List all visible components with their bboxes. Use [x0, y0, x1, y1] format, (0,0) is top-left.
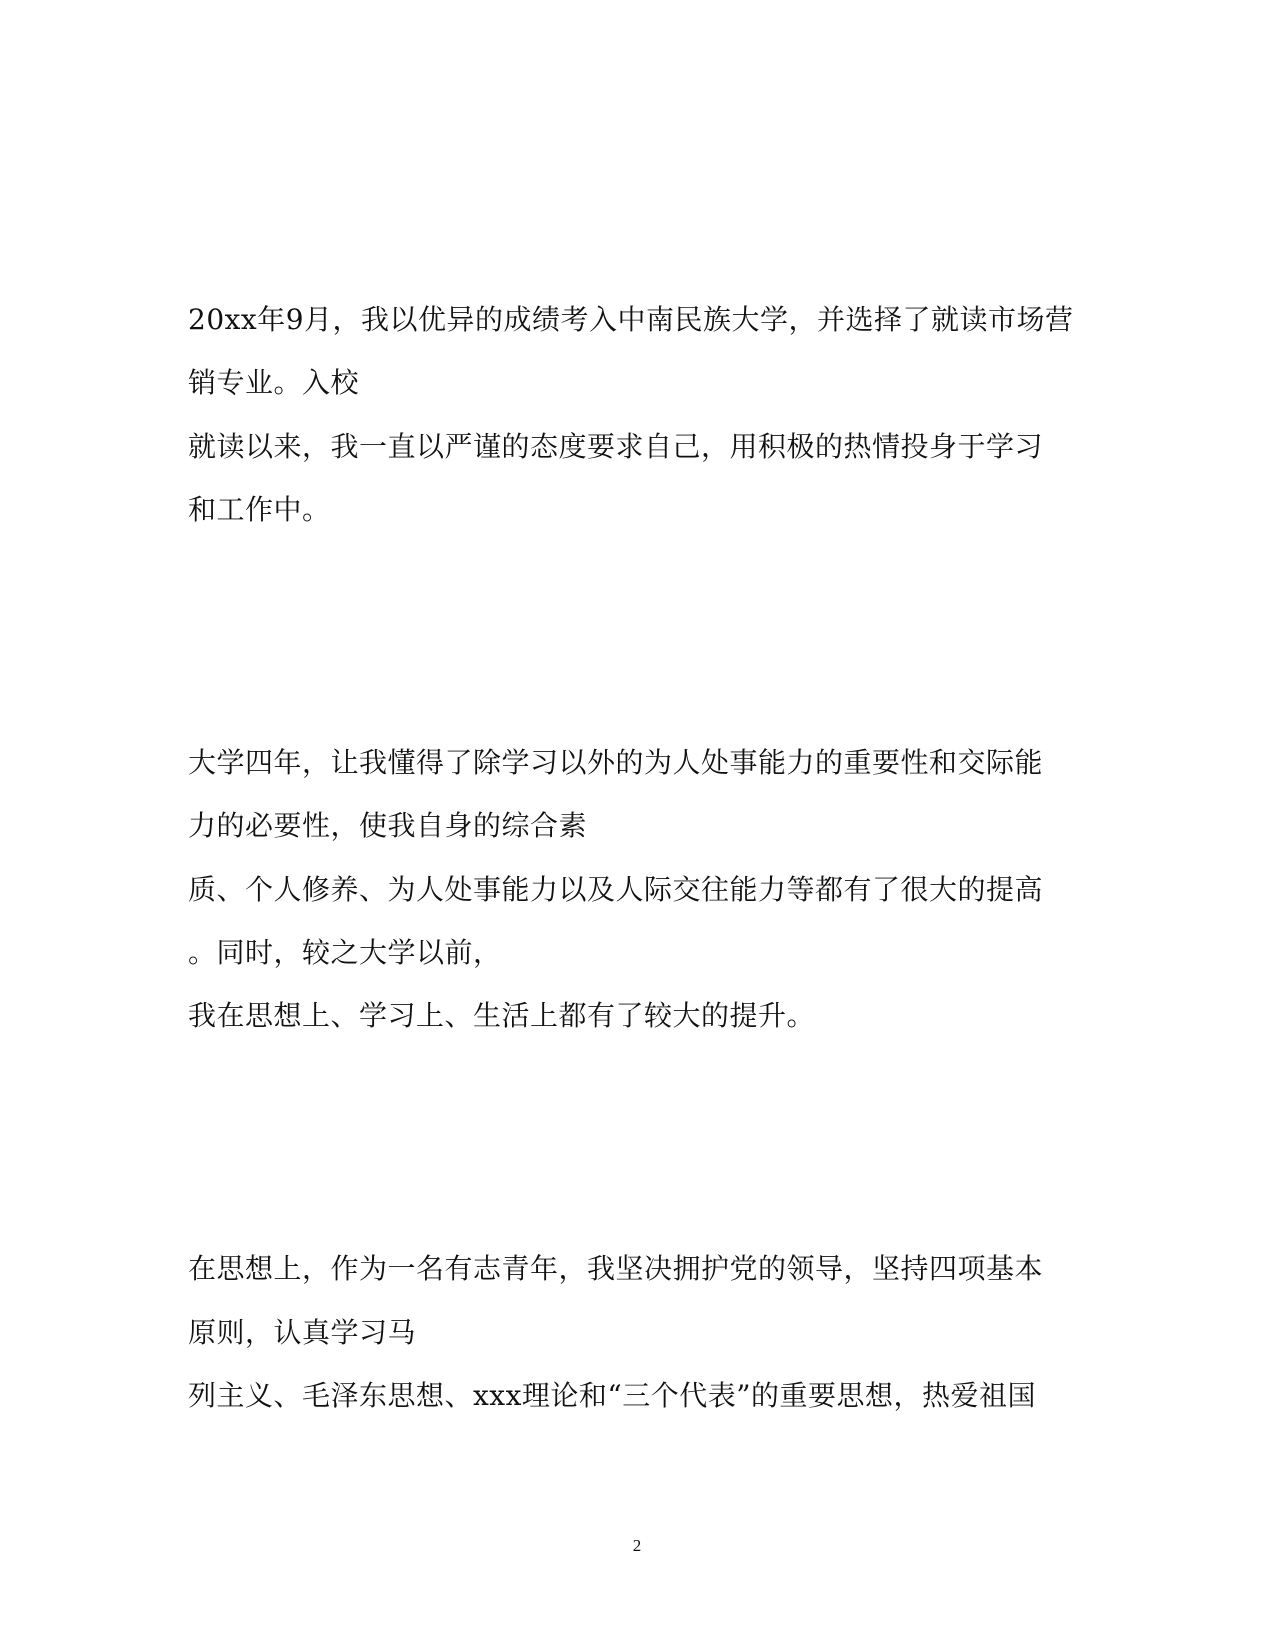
page-number: 2: [632, 1536, 642, 1555]
text-line: 20xx年9月，我以优异的成绩考入中南民族大学，并选择了就读市场营: [188, 303, 1074, 336]
text-line: 我在思想上、学习上、生活上都有了较大的提升。: [188, 999, 816, 1032]
text-line: 。同时，较之大学以前，: [188, 936, 502, 969]
text-line: 在思想上，作为一名有志青年，我坚决拥护党的领导，坚持四项基本: [188, 1252, 1044, 1285]
text-line: 销专业。入校: [188, 366, 360, 399]
text-line: 大学四年，让我懂得了除学习以外的为人处事能力的重要性和交际能: [188, 746, 1044, 779]
text-line: 和工作中。: [188, 493, 331, 526]
text-line: 质、个人修养、为人处事能力以及人际交往能力等都有了很大的提高: [188, 873, 1044, 906]
text-line: 就读以来，我一直以严谨的态度要求自己，用积极的热情投身于学习: [188, 430, 1044, 463]
text-line: 力的必要性，使我自身的综合素: [188, 809, 588, 842]
text-line: 列主义、毛泽东思想、xxx理论和“三个代表”的重要思想，热爱祖国: [188, 1379, 1037, 1412]
text-line: 原则，认真学习马: [188, 1316, 417, 1349]
